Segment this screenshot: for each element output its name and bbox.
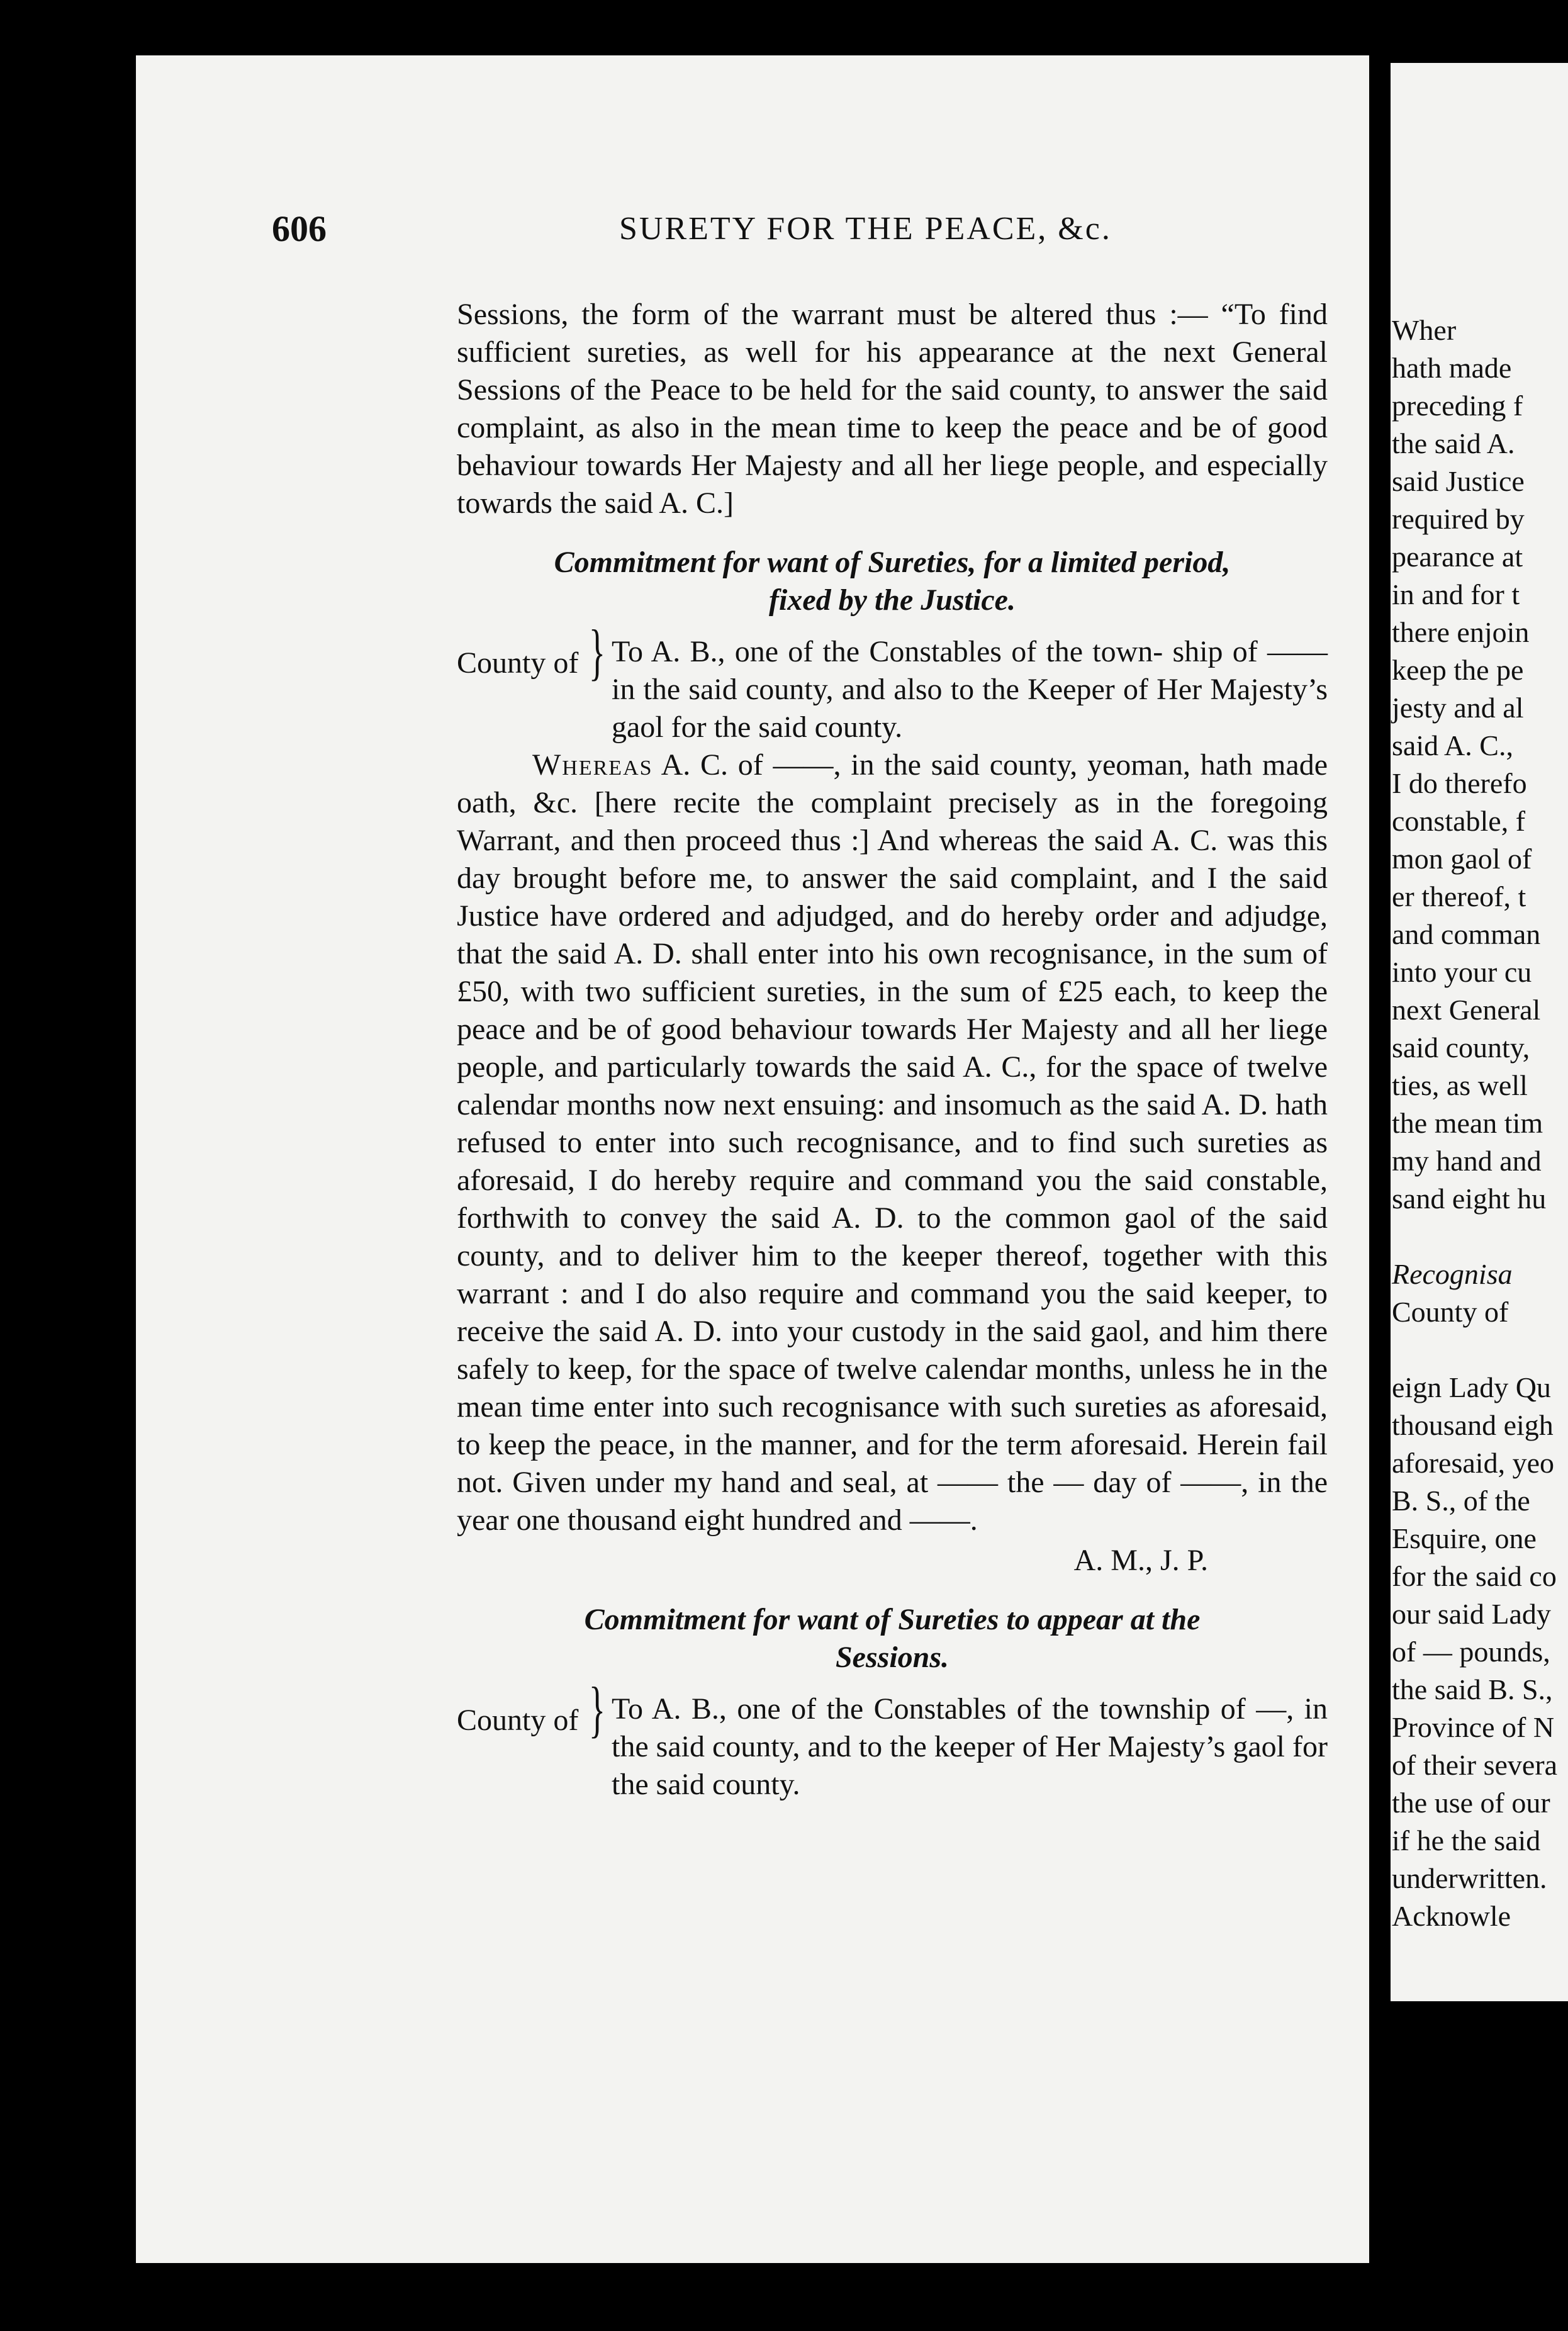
right-page-line: mon gaol of [1392, 843, 1532, 875]
right-page-line: and comman [1392, 918, 1541, 950]
right-page-line: hath made [1392, 352, 1512, 384]
right-page-line: if he the said [1392, 1824, 1541, 1856]
brace-icon: } [589, 1674, 606, 1744]
brace-icon: } [589, 617, 606, 687]
form1-body-text: A. C. of ——, in the said county, yeoman, hath made oath, &c. [here recite the complaint precisely as in the foregoing Warrant, and then proceed thus :] And whereas the said A. C. was this day brought before me, to answer the said complaint, and I the said Justice have ordered and adjudged, and do hereby order and adjudge, that the said A. D. shall enter into his own recognisance, in the sum of £50, with two sufficient sureties, in the sum of £25 each, to keep the peace and be of good behaviour towards Her Majesty and all her liege people, and particularly towards the said A. C., for the space of twelve calendar months now next ensuing: and insomuch as the said A. D. hath refused to enter into such recognisance, and to find such sureties as aforesaid, I do hereby require and command you the said constable, forthwith to convey the said A. D. to the common gaol of the said county, and to deliver him to the keeper thereof, together with this warrant : and I do also require and command you the said keeper, to receive the said A. D. into your custody in the said gaol, and him there safely to keep, for the space of twelve calendar months, unless he in the mean time enter into such recognisance with such sureties as aforesaid, to keep the peace, in the manner, and for the term aforesaid. Herein fail not. Given under my hand and seal, at —— the — day of ——, in the year one thousand eight hundred and ——. [457, 748, 1328, 1537]
form1-body [457, 746, 1328, 1539]
right-page-line: of their severa [1392, 1749, 1558, 1781]
page-header [272, 208, 1334, 258]
form1-signature: A. M., J. P. [1073, 1544, 1208, 1577]
right-page-line: I do therefo [1392, 767, 1527, 799]
right-page-line: the said B. S., [1392, 1673, 1553, 1705]
right-page-line: there enjoin [1392, 616, 1530, 648]
right-page-line: aforesaid, yeo [1392, 1447, 1554, 1479]
form2-heading [457, 1601, 1328, 1677]
right-page-line: B. S., of the [1392, 1485, 1530, 1517]
right-page-line: in and for t [1392, 578, 1520, 610]
running-title: SURETY FOR THE PEACE, &c. [619, 211, 1112, 247]
right-page-line: my hand and [1392, 1145, 1542, 1177]
right-page-line: the use of our [1392, 1787, 1550, 1819]
right-page-line: our said Lady [1392, 1598, 1551, 1630]
right-page-line: of — pounds, [1392, 1636, 1550, 1668]
whereas-word: Whereas [532, 748, 653, 782]
form2-county-text: County of [457, 1704, 579, 1737]
form1-heading-line2: fixed by the Justice. [769, 583, 1016, 617]
page-number: 606 [272, 208, 327, 249]
form1-heading-line1: Commitment for want of Sureties, for a limited period, [554, 546, 1231, 579]
form1-heading [457, 544, 1328, 619]
right-page-line: Acknowle [1392, 1900, 1511, 1932]
right-page-line: County of [1392, 1296, 1509, 1328]
form1-caption-text: To A. B., one of the Constables of the town- ship of —— in the said county, and also to the Keeper of Her Majesty’s gaol for the said county. [612, 635, 1328, 744]
right-page-line: the said A. [1392, 427, 1515, 459]
form1-caption [457, 617, 1328, 746]
right-page-text [1392, 312, 1557, 1935]
right-page-line: Esquire, one [1392, 1522, 1537, 1554]
right-page-line: keep the pe [1392, 654, 1524, 686]
right-page-line: into your cu [1392, 956, 1532, 988]
form1-county-label [457, 617, 612, 687]
right-page-line: pearance at [1392, 541, 1523, 573]
text-column [457, 296, 1328, 1804]
right-page-line: required by [1392, 503, 1525, 535]
right-page-line: underwritten. [1392, 1862, 1547, 1894]
right-page-line: preceding f [1392, 390, 1523, 422]
right-page-line: said Justice [1392, 465, 1525, 497]
right-page-line: Province of N [1392, 1711, 1555, 1743]
right-page-line [1392, 1331, 1557, 1369]
form2-caption [457, 1674, 1328, 1804]
form1-county-text: County of [457, 646, 579, 680]
right-page-line: next General [1392, 994, 1541, 1026]
intro-paragraph: Sessions, the form of the warrant must be altered thus :— “To find sufficient sureties, as well for his appearance at the next General Sessions of the Peace to be held for the said county, to answer the said complaint, as also in the mean time to keep the peace and be of good behaviour towards Her Majesty and all her liege people, and especially towards the said A. C.] [457, 298, 1328, 520]
right-page-line: for the said co [1392, 1560, 1557, 1592]
right-page-line: er thereof, t [1392, 880, 1526, 913]
right-page-line: Recognisa [1392, 1258, 1513, 1290]
form2-heading-line2: Sessions. [835, 1641, 949, 1674]
right-page-line: said A. C., [1392, 729, 1513, 761]
right-page-line: said county, [1392, 1031, 1530, 1064]
right-page-line: jesty and al [1392, 692, 1524, 724]
form2-county-label [457, 1674, 612, 1744]
right-page-line: thousand eigh [1392, 1409, 1554, 1441]
right-page-line: Wher [1392, 314, 1457, 346]
right-page-line: the mean tim [1392, 1107, 1543, 1139]
right-page-line: sand eight hu [1392, 1182, 1547, 1215]
right-page-line [1392, 1218, 1557, 1255]
form2-caption-text: To A. B., one of the Constables of the township of —, in the said county, and to the keeper of Her Majesty’s gaol for the said county. [612, 1692, 1328, 1801]
right-page-line: eign Lady Qu [1392, 1371, 1551, 1403]
form2-heading-line1: Commitment for want of Sureties to appear at the [584, 1603, 1201, 1636]
right-page-line: constable, f [1392, 805, 1526, 837]
right-page-line: ties, as well [1392, 1069, 1528, 1101]
